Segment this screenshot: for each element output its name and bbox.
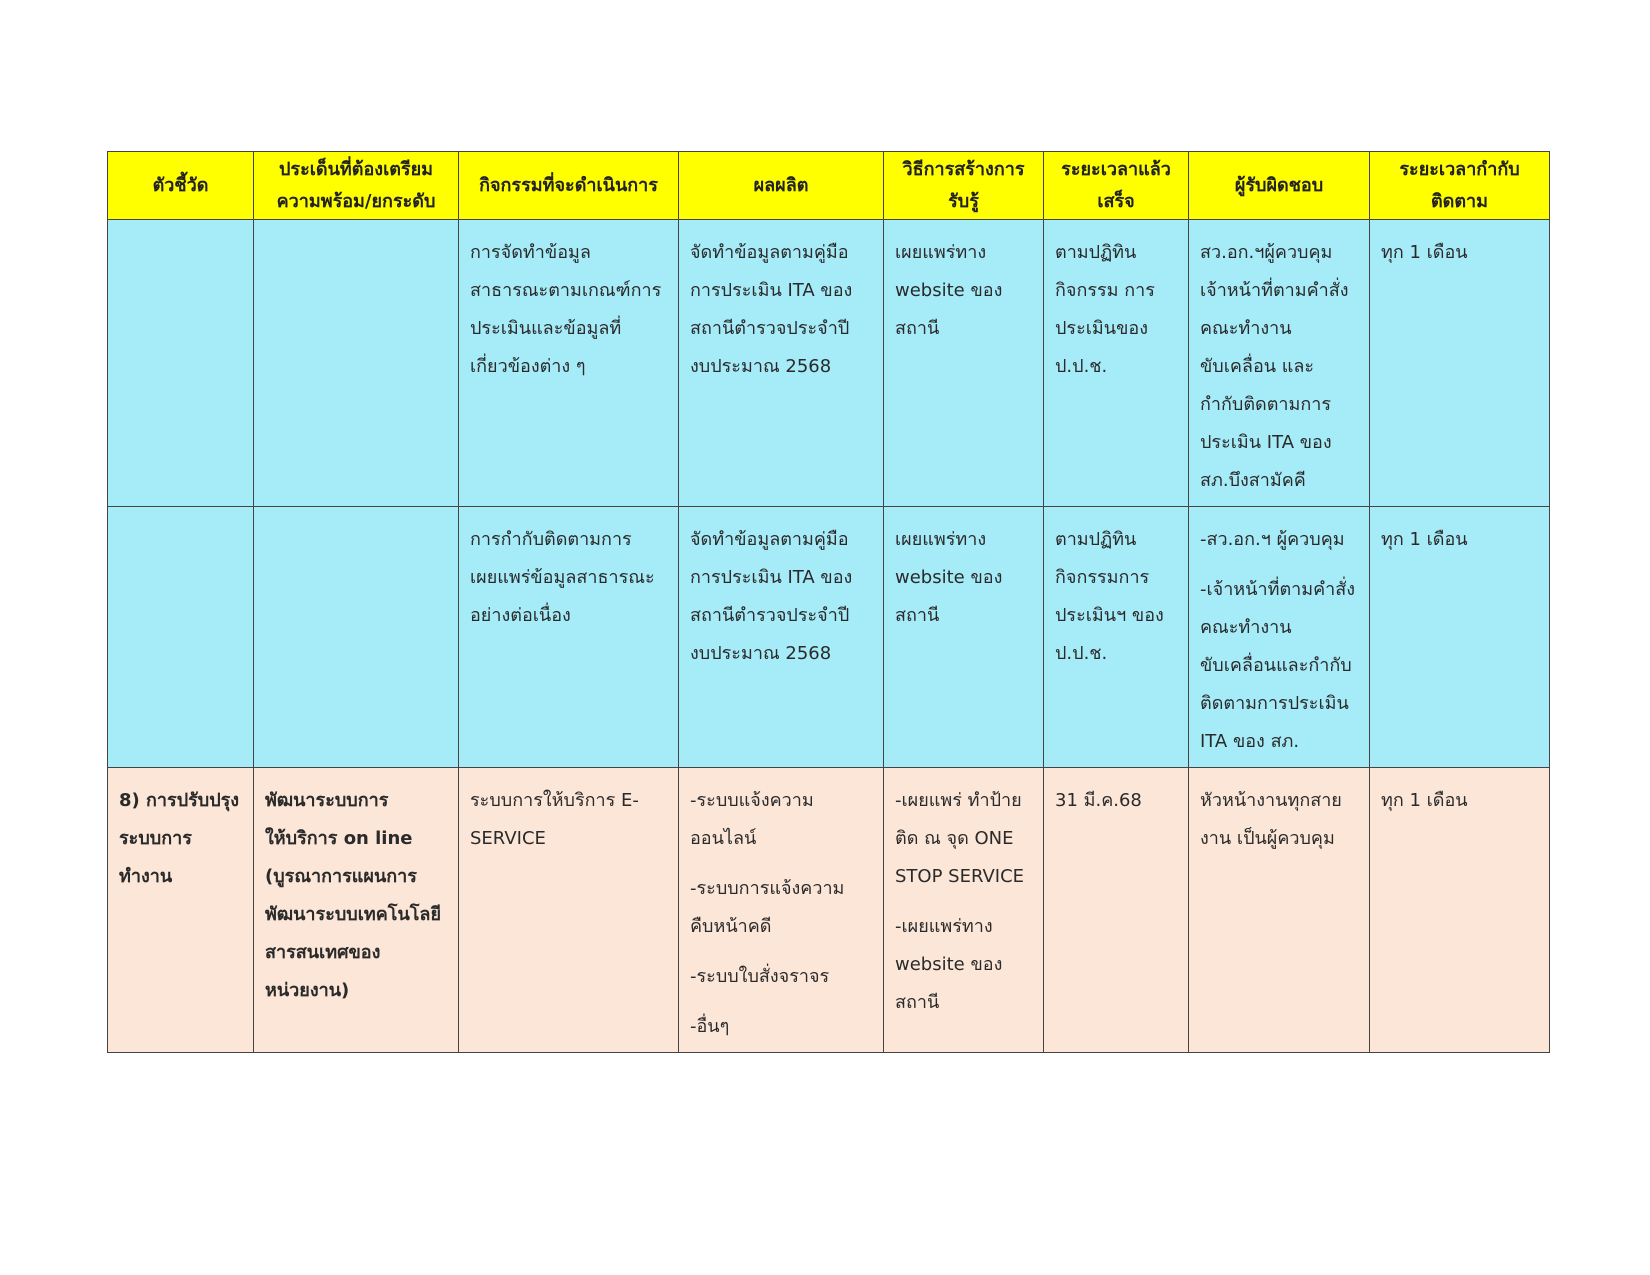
header-line: ตัวชี้วัด bbox=[152, 174, 209, 196]
cell-line: งาน เป็นผู้ควบคุม bbox=[1200, 828, 1335, 849]
header-output bbox=[679, 152, 884, 220]
cell-output bbox=[679, 768, 884, 1053]
cell-line: สถานีตำรวจประจำปี bbox=[690, 318, 850, 339]
header-line: ระยะเวลาแล้ว bbox=[1061, 158, 1171, 180]
cell-line: กิจกรรม การ bbox=[1055, 280, 1155, 301]
cell-line: 31 มี.ค.68 bbox=[1055, 790, 1142, 811]
header-line: ติดตาม bbox=[1430, 190, 1489, 212]
cell-line: -ระบบใบสั่งจราจร bbox=[690, 966, 830, 987]
cell-line: ประเมินของ bbox=[1055, 318, 1148, 339]
table-row bbox=[108, 220, 1550, 507]
cell-responsible bbox=[1189, 507, 1370, 768]
cell-deadline bbox=[1044, 220, 1189, 507]
header-line: รับรู้ bbox=[948, 190, 979, 212]
cell-line: เกี่ยวข้องต่าง ๆ bbox=[470, 356, 586, 377]
header-line: วิธีการสร้างการ bbox=[902, 158, 1025, 180]
cell-line: ระบบการให้บริการ E- bbox=[470, 790, 639, 811]
cell-line: สถานี bbox=[895, 992, 940, 1013]
header-responsible bbox=[1189, 152, 1370, 220]
cell-line: -สว.อก.ฯ ผู้ควบคุม bbox=[1200, 529, 1345, 550]
cell-line: ขับเคลื่อนและกำกับ bbox=[1200, 655, 1352, 676]
cell-deadline bbox=[1044, 768, 1189, 1053]
cell-activity bbox=[459, 768, 679, 1053]
cell-line: เจ้าหน้าที่ตามคำสั่ง bbox=[1200, 280, 1349, 301]
cell-line: สถานี bbox=[895, 605, 940, 626]
cell-awareness bbox=[884, 220, 1044, 507]
cell-line: จัดทำข้อมูลตามคู่มือ bbox=[690, 529, 849, 550]
cell-line: ประเมิน ITA ของ bbox=[1200, 432, 1332, 453]
cell-line: ประเมินและข้อมูลที่ bbox=[470, 318, 622, 339]
cell-line: ทุก 1 เดือน bbox=[1381, 529, 1468, 550]
cell-line: สภ.บึงสามัคคี bbox=[1200, 470, 1306, 491]
header-line: ผู้รับผิดชอบ bbox=[1234, 174, 1324, 196]
header-activity bbox=[459, 152, 679, 220]
cell-line: คืบหน้าคดี bbox=[690, 916, 772, 937]
cell-line: อย่างต่อเนื่อง bbox=[470, 605, 571, 626]
cell-line: -ระบบแจ้งความ bbox=[690, 790, 814, 811]
cell-line: ระบบการ bbox=[119, 828, 192, 849]
header-row bbox=[108, 152, 1550, 220]
cell-line: -เจ้าหน้าที่ตามคำสั่ง bbox=[1200, 579, 1356, 600]
cell-line: ป.ป.ช. bbox=[1055, 643, 1108, 664]
table-row bbox=[108, 507, 1550, 768]
cell-line: -อื่นๆ bbox=[690, 1016, 730, 1037]
cell-monitoring bbox=[1370, 220, 1550, 507]
cell-line: พัฒนาระบบการ bbox=[265, 790, 389, 811]
header-line: ความพร้อม/ยกระดับ bbox=[276, 190, 436, 212]
cell-output bbox=[679, 507, 884, 768]
cell-line: ประเมินฯ ของ bbox=[1055, 605, 1164, 626]
cell-line: website ของ bbox=[895, 954, 1003, 975]
cell-line: ทุก 1 เดือน bbox=[1381, 790, 1468, 811]
cell-issue bbox=[254, 220, 459, 507]
cell-line: ออนไลน์ bbox=[690, 828, 757, 849]
cell-line: ทุก 1 เดือน bbox=[1381, 242, 1468, 263]
header-deadline bbox=[1044, 152, 1189, 220]
cell-indicator bbox=[108, 220, 254, 507]
cell-issue bbox=[254, 507, 459, 768]
cell-line: ให้บริการ on line bbox=[265, 828, 413, 849]
cell-line: STOP SERVICE bbox=[895, 866, 1025, 887]
cell-line: การกำกับติดตามการ bbox=[470, 529, 632, 550]
cell-responsible bbox=[1189, 220, 1370, 507]
cell-line: ตามปฏิทิน bbox=[1055, 529, 1137, 550]
cell-activity bbox=[459, 507, 679, 768]
cell-line: ติดตามการประเมิน bbox=[1200, 693, 1349, 714]
cell-line: SERVICE bbox=[470, 828, 546, 849]
cell-line: ITA ของ สภ. bbox=[1200, 731, 1300, 752]
cell-indicator bbox=[108, 768, 254, 1053]
cell-monitoring bbox=[1370, 507, 1550, 768]
cell-line: หน่วยงาน) bbox=[265, 980, 350, 1001]
header-line: กิจกรรมที่จะดำเนินการ bbox=[479, 174, 658, 196]
cell-line: -เผยแพร่ทาง bbox=[895, 916, 993, 937]
cell-responsible bbox=[1189, 768, 1370, 1053]
cell-line: งบประมาณ 2568 bbox=[690, 356, 832, 377]
cell-line: คณะทำงาน bbox=[1200, 318, 1292, 339]
header-issue bbox=[254, 152, 459, 220]
cell-deadline bbox=[1044, 507, 1189, 768]
cell-line: (บูรณาการแผนการ bbox=[265, 866, 417, 887]
cell-line: สถานีตำรวจประจำปี bbox=[690, 605, 850, 626]
cell-line: ขับเคลื่อน และ bbox=[1200, 356, 1315, 377]
cell-line: สถานี bbox=[895, 318, 940, 339]
cell-line: website ของ bbox=[895, 280, 1003, 301]
cell-line: สารสนเทศของ bbox=[265, 942, 381, 963]
header-line: ผลผลิต bbox=[753, 174, 809, 196]
cell-line: -ระบบการแจ้งความ bbox=[690, 878, 845, 899]
cell-awareness bbox=[884, 507, 1044, 768]
cell-line: กำกับติดตามการ bbox=[1200, 394, 1332, 415]
cell-activity bbox=[459, 220, 679, 507]
cell-line: จัดทำข้อมูลตามคู่มือ bbox=[690, 242, 849, 263]
cell-line: website ของ bbox=[895, 567, 1003, 588]
cell-monitoring bbox=[1370, 768, 1550, 1053]
header-line: ประเด็นที่ต้องเตรียม bbox=[279, 158, 433, 180]
header-awareness bbox=[884, 152, 1044, 220]
cell-line: เผยแพร่ทาง bbox=[895, 529, 987, 550]
table-row bbox=[108, 768, 1550, 1053]
cell-line: คณะทำงาน bbox=[1200, 617, 1292, 638]
header-monitoring bbox=[1370, 152, 1550, 220]
cell-output bbox=[679, 220, 884, 507]
cell-line: สว.อก.ฯผู้ควบคุม bbox=[1200, 242, 1333, 263]
cell-line: เผยแพร่ทาง bbox=[895, 242, 987, 263]
cell-line: เผยแพร่ข้อมูลสาธารณะ bbox=[470, 567, 655, 588]
cell-line: การประเมิน ITA ของ bbox=[690, 280, 853, 301]
cell-line: -เผยแพร่ ทำป้าย bbox=[895, 790, 1022, 811]
cell-line: ติด ณ จุด ONE bbox=[895, 828, 1014, 849]
cell-line: งบประมาณ 2568 bbox=[690, 643, 832, 664]
cell-awareness bbox=[884, 768, 1044, 1053]
action-plan-table bbox=[107, 151, 1550, 1053]
cell-line: หัวหน้างานทุกสาย bbox=[1200, 790, 1342, 811]
cell-line: ตามปฏิทิน bbox=[1055, 242, 1137, 263]
cell-issue bbox=[254, 768, 459, 1053]
cell-line: ป.ป.ช. bbox=[1055, 356, 1108, 377]
header-line: ระยะเวลากำกับ bbox=[1399, 158, 1520, 180]
cell-line: กิจกรรมการ bbox=[1055, 567, 1150, 588]
cell-line: 8) การปรับปรุง bbox=[119, 790, 240, 811]
cell-indicator bbox=[108, 507, 254, 768]
cell-line: การจัดทำข้อมูล bbox=[470, 242, 591, 263]
cell-line: ทำงาน bbox=[119, 866, 173, 887]
cell-line: สาธารณะตามเกณฑ์การ bbox=[470, 280, 662, 301]
cell-line: การประเมิน ITA ของ bbox=[690, 567, 853, 588]
header-line: เสร็จ bbox=[1097, 190, 1135, 212]
cell-line: พัฒนาระบบเทคโนโลยี bbox=[265, 904, 442, 925]
header-indicator bbox=[108, 152, 254, 220]
